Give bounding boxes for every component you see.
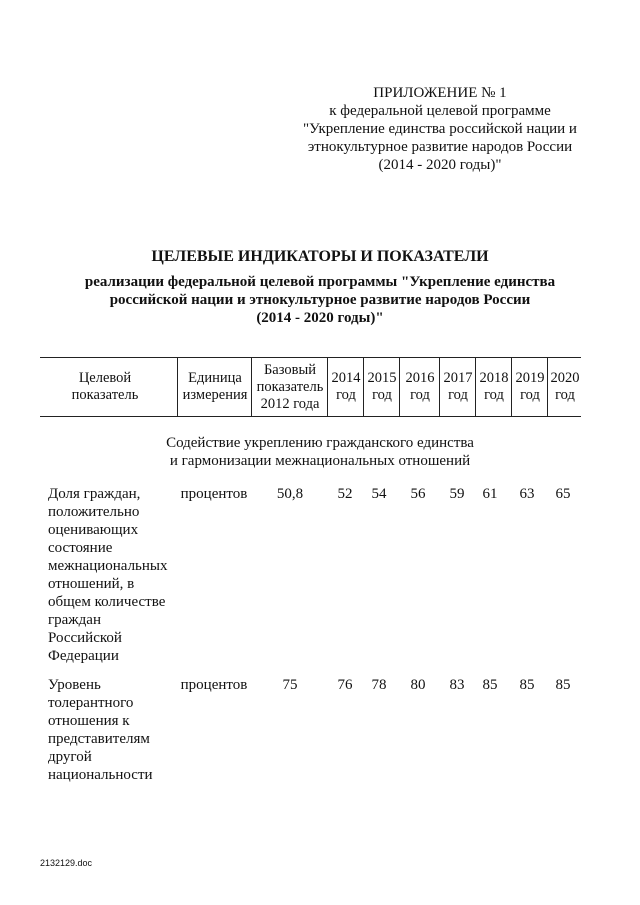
base-value-cell: 50,8 <box>276 486 304 502</box>
year-value-cell: 59 <box>449 486 465 502</box>
year-value-cell: 80 <box>410 677 426 693</box>
header-year: 2016 год <box>399 358 440 416</box>
header-year: 2020 год <box>547 358 582 416</box>
base-value-cell: 75 <box>282 677 298 693</box>
year-value-cell: 61 <box>482 486 498 502</box>
header-year: 2018 год <box>475 358 512 416</box>
year-value-cell: 83 <box>449 677 465 693</box>
appendix-header <box>250 84 630 174</box>
year-value-cell: 85 <box>519 677 535 693</box>
appendix-line: (2014 - 2020 годы)" <box>378 157 502 173</box>
year-value-cell: 78 <box>371 677 387 693</box>
header-year: 2015 год <box>363 358 400 416</box>
appendix-number: ПРИЛОЖЕНИЕ № 1 <box>373 85 507 101</box>
year-value-cell: 56 <box>410 486 426 502</box>
unit-cell: процентов <box>180 486 248 502</box>
year-value-cell: 63 <box>519 486 535 502</box>
header-year: 2019 год <box>511 358 548 416</box>
table-row-label: Уровень толерантного отношения к представителям другой национальности <box>48 677 153 783</box>
header-year: 2014 год <box>327 358 364 416</box>
section-heading: Содействие укреплению гражданского единства и гармонизации межнациональных отношений <box>166 435 474 469</box>
year-value-cell: 85 <box>555 677 571 693</box>
subtitle-line: российской нации и этнокультурное развитие народов России <box>109 292 531 308</box>
year-value-cell: 54 <box>371 486 387 502</box>
header-indicator: Целевой показатель <box>71 370 139 403</box>
unit-cell: процентов <box>180 677 248 693</box>
header-unit: Единица измерения <box>177 358 252 416</box>
header-base: Базовый показатель 2012 года <box>251 358 328 416</box>
table-header <box>40 357 581 417</box>
appendix-line: этнокультурное развитие народов России <box>307 139 573 155</box>
table-row-label: Доля граждан, положительно оценивающих состояние межнациональных отношений, в общем количестве граждан Российской Федерации <box>48 486 168 664</box>
appendix-line: "Укрепление единства российской нации и <box>303 121 577 137</box>
subtitle-line: (2014 - 2020 годы)" <box>256 310 384 326</box>
subtitle-line: реализации федеральной целевой программы "Укрепление единства <box>84 274 556 290</box>
year-value-cell: 76 <box>337 677 353 693</box>
file-name-footer: 2132129.doc <box>40 858 93 868</box>
year-value-cell: 52 <box>337 486 353 502</box>
header-year: 2017 год <box>439 358 476 416</box>
year-value-cell: 65 <box>555 486 571 502</box>
document-subtitle <box>0 273 640 327</box>
appendix-line: к федеральной целевой программе <box>329 103 551 119</box>
document-title: ЦЕЛЕВЫЕ ИНДИКАТОРЫ И ПОКАЗАТЕЛИ <box>151 248 489 265</box>
year-value-cell: 85 <box>482 677 498 693</box>
